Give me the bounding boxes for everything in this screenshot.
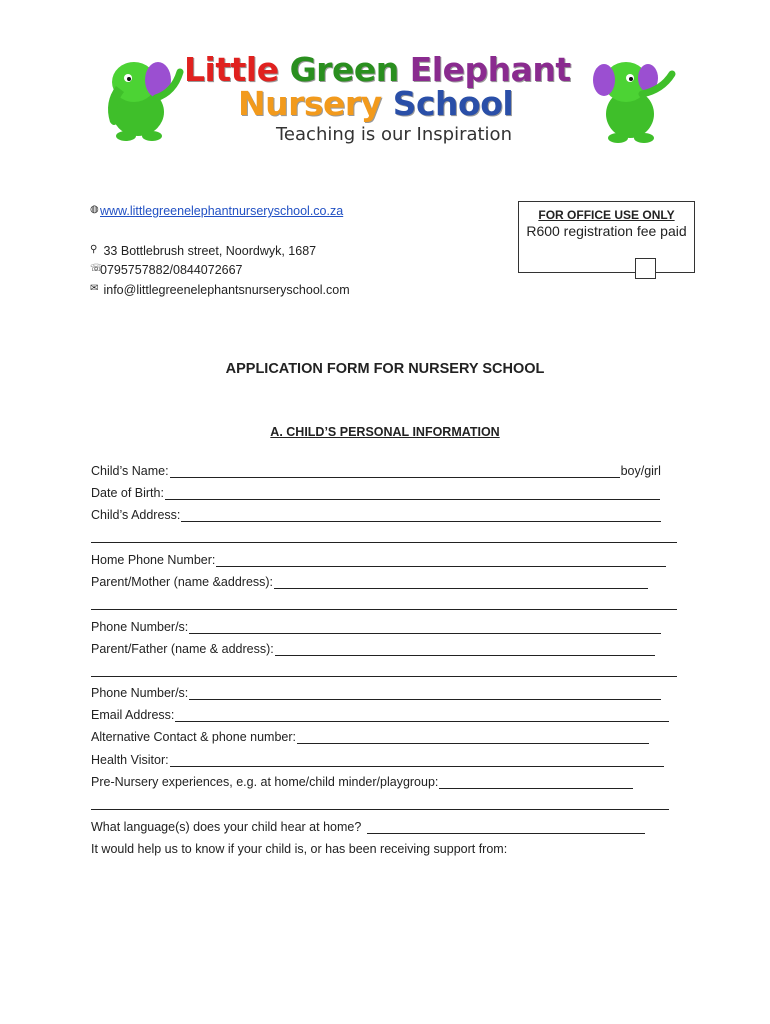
banner-title-line2 — [238, 84, 513, 123]
address-row — [90, 244, 316, 258]
website-row — [90, 204, 343, 218]
pre-nursery-row — [91, 772, 634, 789]
parent-father-label: Parent/Father (name & address): — [91, 642, 274, 656]
email-address-row — [91, 705, 670, 722]
childs-name-label: Child’s Name: — [91, 464, 169, 478]
section-a-heading: A. CHILD’S PERSONAL INFORMATION — [270, 425, 500, 439]
phone-numbers-1-row — [91, 617, 662, 634]
pre-nursery-label: Pre-Nursery experiences, e.g. at home/child minder/playgroup: — [91, 775, 439, 789]
parent-mother-label: Parent/Mother (name &address): — [91, 575, 274, 589]
language-row — [91, 817, 646, 834]
home-phone-label: Home Phone Number: — [91, 553, 216, 567]
pre-nursery-field[interactable] — [439, 776, 633, 789]
alt-contact-label: Alternative Contact & phone number: — [91, 730, 296, 744]
health-visitor-row — [91, 750, 665, 767]
slogan: Teaching is our Inspiration — [276, 124, 512, 145]
elephant-icon — [590, 50, 678, 146]
email-text: info@littlegreenelephantsnurseryschool.com — [103, 283, 350, 297]
phone-numbers-1-field[interactable] — [189, 621, 661, 634]
parent-mother-line-2[interactable] — [91, 609, 677, 610]
phone-numbers-1-label: Phone Number/s: — [91, 620, 189, 634]
school-banner — [90, 46, 680, 150]
health-visitor-label: Health Visitor: — [91, 753, 169, 767]
office-text: R600 registration fee paid — [526, 223, 687, 239]
parent-father-line-2[interactable] — [91, 676, 677, 677]
office-use-box — [518, 201, 695, 273]
language-label: What language(s) does your child hear at home? — [91, 820, 362, 834]
website-link[interactable]: www.littlegreenelephantnurseryschool.co.za — [100, 204, 344, 218]
home-phone-field[interactable] — [216, 554, 666, 567]
office-heading: FOR OFFICE USE ONLY — [538, 208, 675, 222]
phone-icon: ☏ — [90, 263, 103, 274]
parent-mother-row — [91, 572, 649, 589]
phone-numbers-2-field[interactable] — [189, 687, 661, 700]
parent-mother-field[interactable] — [274, 576, 648, 589]
title-elephant: Elephant — [409, 50, 571, 89]
home-phone-row — [91, 550, 667, 567]
childs-address-row — [91, 505, 662, 522]
email-address-field[interactable] — [175, 709, 669, 722]
parent-father-row — [91, 639, 656, 656]
support-label: It would help us to know if your child is, or has been receiving support from: — [91, 842, 508, 856]
email-address-label: Email Address: — [91, 708, 175, 722]
email-row — [90, 283, 350, 297]
parent-father-field[interactable] — [275, 643, 655, 656]
location-pin-icon: ⚲ — [90, 244, 98, 255]
title-green: Green — [289, 50, 399, 89]
paid-checkbox[interactable] — [635, 258, 656, 279]
support-row — [91, 839, 507, 856]
phone-numbers-2-label: Phone Number/s: — [91, 686, 189, 700]
phone-numbers-2-row — [91, 683, 662, 700]
alt-contact-field[interactable] — [297, 731, 649, 744]
childs-name-field[interactable] — [170, 465, 620, 478]
dob-row — [91, 483, 661, 500]
elephant-icon — [96, 52, 184, 144]
title-nursery: Nursery — [238, 84, 382, 123]
pre-nursery-line-2[interactable] — [91, 809, 669, 810]
alt-contact-row — [91, 727, 650, 744]
childs-name-row — [91, 461, 661, 478]
childs-address-line-2[interactable] — [91, 542, 677, 543]
dob-field[interactable] — [165, 487, 660, 500]
language-field[interactable] — [367, 821, 645, 834]
title-school: School — [392, 84, 514, 123]
phone-row — [90, 263, 243, 277]
form-title: APPLICATION FORM FOR NURSERY SCHOOL — [225, 361, 545, 377]
childs-address-label: Child’s Address: — [91, 508, 181, 522]
address-text: 33 Bottlebrush street, Noordwyk, 1687 — [103, 244, 317, 258]
email-icon: ✉ — [90, 283, 99, 294]
phone-text: 0795757882/0844072667 — [100, 263, 243, 277]
boy-girl-label: boy/girl — [620, 464, 661, 478]
title-little: Little — [184, 50, 279, 89]
globe-icon: ◍ — [90, 204, 99, 215]
childs-address-field[interactable] — [181, 509, 661, 522]
health-visitor-field[interactable] — [170, 754, 664, 767]
dob-label: Date of Birth: — [91, 486, 164, 500]
